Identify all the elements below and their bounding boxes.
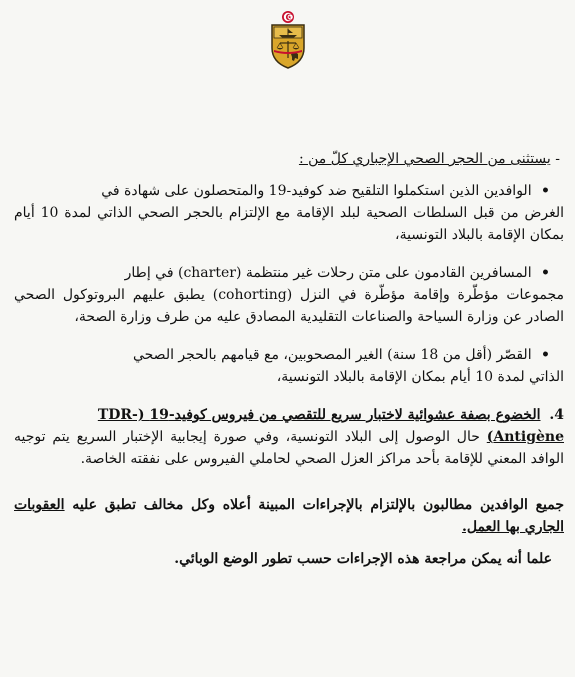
- heading-dash: -: [555, 151, 560, 167]
- item-rest: مجموعات مؤطّرة وإقامة مؤطّرة في النزل (cohorting) يطبق عليهم البروتوكول الصحي الصادر عن وزارة السياحة والصناعات التقليدية المصادق عليه من طرف وزارة الصحة،: [14, 287, 565, 325]
- exemptions-heading: [14, 148, 564, 170]
- clause-title: الخضوع بصفة عشوائية لاختبار سريع للتقصي من فيروس كوفيد-19 (-TDR: [97, 407, 541, 423]
- bullet-icon: •: [541, 183, 550, 199]
- exemption-item-charter: [14, 262, 564, 328]
- antigene-term: Antigène): [486, 429, 564, 445]
- compliance-notice: [14, 494, 564, 538]
- notice-penalties: العقوبات الجاري بها العمل.: [14, 497, 564, 535]
- item-first-line: القصّر (أقل من 18 سنة) الغير المصحوبين، مع قيامهم بالحجر الصحي: [132, 347, 532, 363]
- item-rest: الذاتي لمدة 10 أيام بمكان الإقامة بالبلاد التونسية،: [276, 369, 564, 385]
- review-note: علما أنه يمكن مراجعة هذه الإجراءات حسب تطور الوضع الوبائي.: [174, 551, 552, 567]
- bullet-icon: •: [541, 265, 550, 281]
- exemption-item-vaccinated: [14, 180, 564, 246]
- coat-of-arms-icon: [264, 10, 312, 72]
- notice-main: جميع الوافدين مطالبون بالإلتزام بالإجراءات المبينة أعلاه وكل مخالف تطبق عليه: [72, 497, 565, 513]
- clause-body: حال الوصول إلى البلاد التونسية، وفي صورة إيجابية الإختبار السريع يتم توجيه الوافد المعني للإقامة بأحد مراكز العزل الصحي لحاملي الفيروس على نفقته الخاصة.: [14, 429, 564, 467]
- bullet-icon: •: [541, 347, 550, 363]
- clause-number: 4.: [549, 407, 564, 423]
- heading-text: يستثنى من الحجر الصحي الإجباري كلّ من :: [298, 151, 551, 167]
- item-first-line: المسافرين القادمون على متن رحلات غير منتظمة (charter) في إطار: [124, 265, 532, 281]
- decree-text: [14, 148, 564, 570]
- item-first-line: الوافدين الذين استكملوا التلقيح ضد كوفيد-19 والمتحصلون على شهادة في: [101, 183, 532, 199]
- exemption-item-minors: [14, 344, 564, 388]
- rapid-test-clause: [14, 404, 564, 470]
- item-rest: الغرض من قبل السلطات الصحية لبلد الإقامة مع الإلتزام بالحجر الصحي الذاتي لمدة 10 أيام بمكان الإقامة بالبلاد التونسية،: [14, 205, 565, 243]
